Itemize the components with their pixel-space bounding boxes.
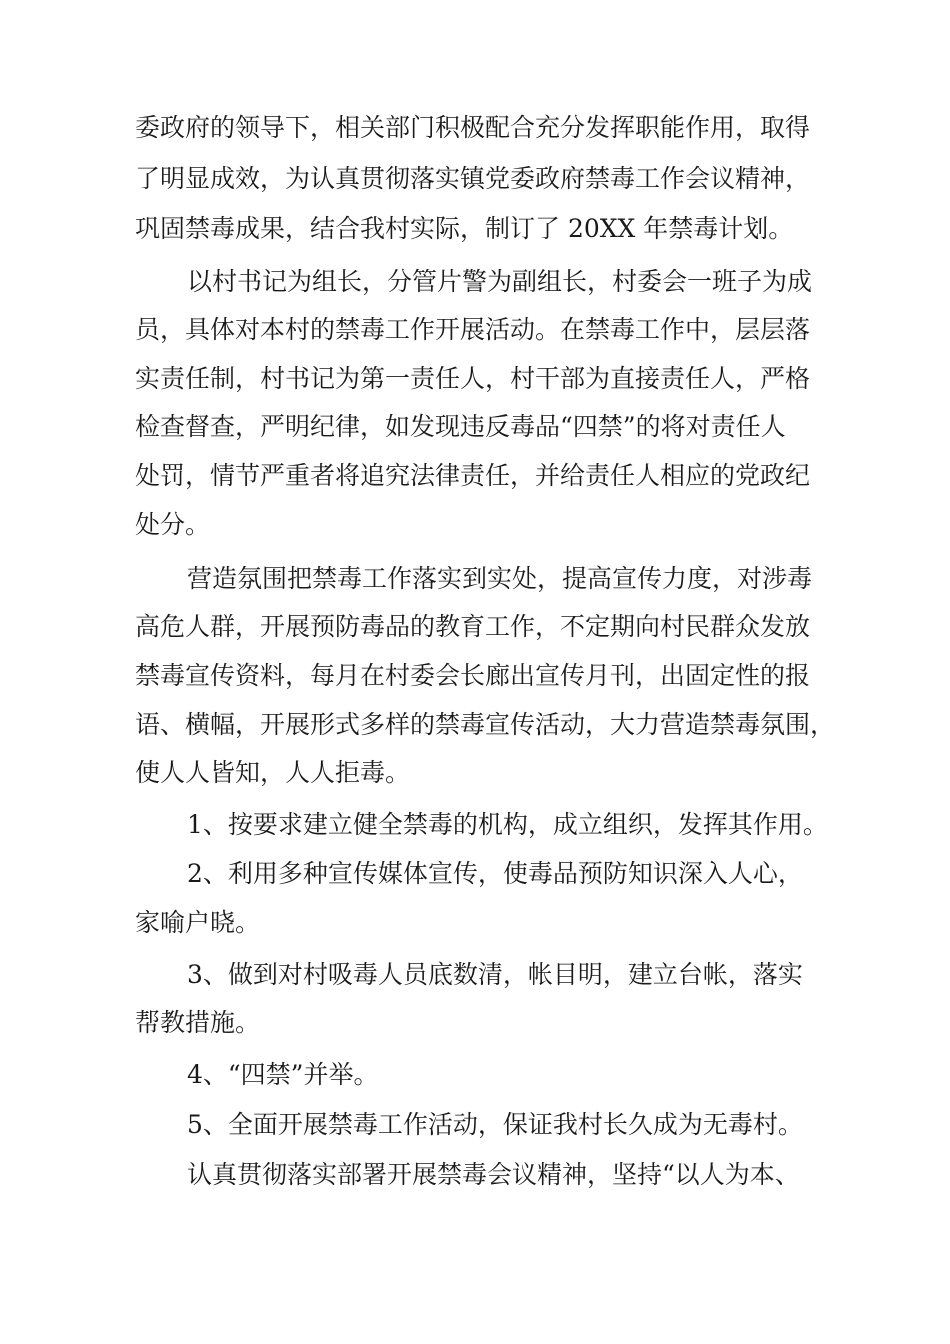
list-item: 2、利用多种宣传媒体宣传，使毒品预防知识深入人心， [187,859,803,888]
text-line: 处分。 [135,510,211,539]
text-line: 使人人皆知，人人拒毒。 [135,758,411,787]
text-line: 禁毒宣传资料，每月在村委会长廊出宣传月刊，出固定性的报 [135,661,811,690]
text-line: 巩固禁毒成果，结合我村实际，制订了 20XX 年禁毒计划。 [135,214,794,243]
text-line: 以村书记为组长，分管片警为副组长，村委会一班子为成 [187,267,813,296]
text-line: 营造氛围把禁毒工作落实到实处，提高宣传力度，对涉毒 [187,564,813,593]
list-item: 1、按要求建立健全禁毒的机构，成立组织，发挥其作用。 [187,810,828,839]
text-line: 处罚，情节严重者将追究法律责任，并给责任人相应的党政纪 [135,461,811,490]
text-line: 家喻户晓。 [135,908,261,937]
text-line: 了明显成效，为认真贯彻落实镇党委政府禁毒工作会议精神， [135,164,811,193]
list-item: 4、“四禁”并举。 [187,1060,379,1089]
text-line: 语、横幅，开展形式多样的禁毒宣传活动，大力营造禁毒氛围， [135,710,836,739]
text-line: 检查督查，严明纪律，如发现违反毒品“四禁”的将对责任人 [135,412,786,441]
text-line: 委政府的领导下，相关部门积极配合充分发挥职能作用，取得 [135,113,811,142]
list-item: 3、做到对村吸毒人员底数清，帐目明，建立台帐，落实 [187,960,803,989]
text-line: 实责任制，村书记为第一责任人，村干部为直接责任人，严格 [135,364,811,393]
text-line: 帮教措施。 [135,1008,261,1037]
list-item: 5、全面开展禁毒工作活动，保证我村长久成为无毒村。 [187,1110,803,1139]
text-line: 高危人群，开展预防毒品的教育工作，不定期向村民群众发放 [135,612,811,641]
text-line: 认真贯彻落实部署开展禁毒会议精神，坚持“以人为本、 [187,1160,800,1189]
text-line: 员，具体对本村的禁毒工作开展活动。在禁毒工作中，层层落 [135,315,811,344]
